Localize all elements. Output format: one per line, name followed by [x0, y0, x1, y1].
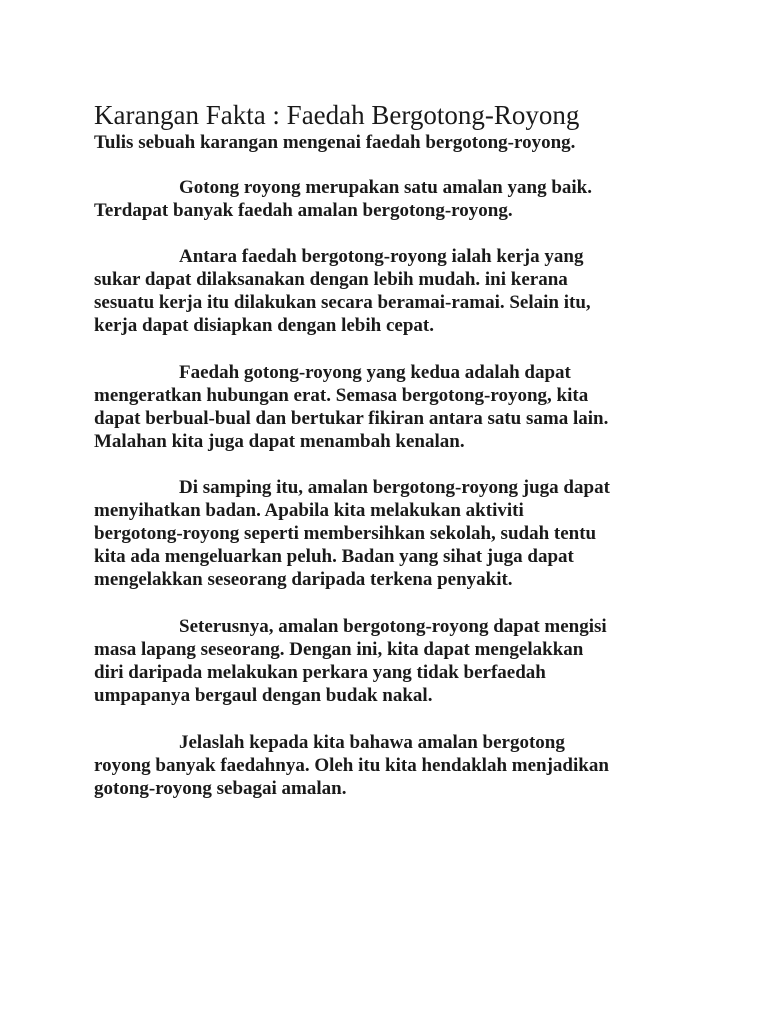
paragraph-line: Jelaslah kepada kita bahawa amalan bergotong: [179, 732, 565, 753]
paragraph-3: [94, 361, 608, 453]
paragraph-line: Faedah gotong-royong yang kedua adalah dapat: [179, 362, 571, 383]
paragraph-line: kerja dapat disiapkan dengan lebih cepat.: [94, 315, 434, 336]
paragraph-line: Terdapat banyak faedah amalan bergotong-royong.: [94, 200, 513, 221]
paragraph-4: [94, 476, 610, 591]
paragraph-line: masa lapang seseorang. Dengan ini, kita dapat mengelakkan: [94, 639, 584, 660]
paragraph-line: mengelakkan seseorang daripada terkena penyakit.: [94, 569, 513, 590]
paragraph-line: kita ada mengeluarkan peluh. Badan yang sihat juga dapat: [94, 546, 574, 567]
paragraph-line: Di samping itu, amalan bergotong-royong juga dapat: [179, 477, 610, 498]
paragraph-line: mengeratkan hubungan erat. Semasa bergotong-royong, kita: [94, 385, 589, 406]
paragraph-5: [94, 615, 607, 707]
paragraph-line: royong banyak faedahnya. Oleh itu kita hendaklah menjadikan: [94, 755, 609, 776]
paragraph-line: Antara faedah bergotong-royong ialah kerja yang: [179, 246, 584, 267]
paragraph-line: sesuatu kerja itu dilakukan secara beramai-ramai. Selain itu,: [94, 292, 591, 313]
paragraph-line: Gotong royong merupakan satu amalan yang baik.: [179, 177, 592, 198]
paragraph-line: Malahan kita juga dapat menambah kenalan.: [94, 431, 465, 452]
paragraph-1: [94, 176, 592, 222]
paragraph-line: menyihatkan badan. Apabila kita melakukan aktiviti: [94, 500, 524, 521]
document-title: Karangan Fakta : Faedah Bergotong-Royong: [94, 100, 580, 130]
paragraph-line: bergotong-royong seperti membersihkan sekolah, sudah tentu: [94, 523, 597, 544]
paragraph-2: [94, 245, 591, 337]
paragraph-line: Seterusnya, amalan bergotong-royong dapat mengisi: [179, 616, 607, 637]
paragraph-line: gotong-royong sebagai amalan.: [94, 778, 347, 799]
document-subtitle: Tulis sebuah karangan mengenai faedah bergotong-royong.: [94, 132, 576, 153]
paragraph-line: diri daripada melakukan perkara yang tidak berfaedah: [94, 662, 546, 683]
paragraph-line: umpapanya bergaul dengan budak nakal.: [94, 685, 433, 706]
paragraph-6: [94, 731, 609, 800]
paragraph-line: dapat berbual-bual dan bertukar fikiran antara satu sama lain.: [94, 408, 609, 429]
paragraph-line: sukar dapat dilaksanakan dengan lebih mudah. ini kerana: [94, 269, 568, 290]
